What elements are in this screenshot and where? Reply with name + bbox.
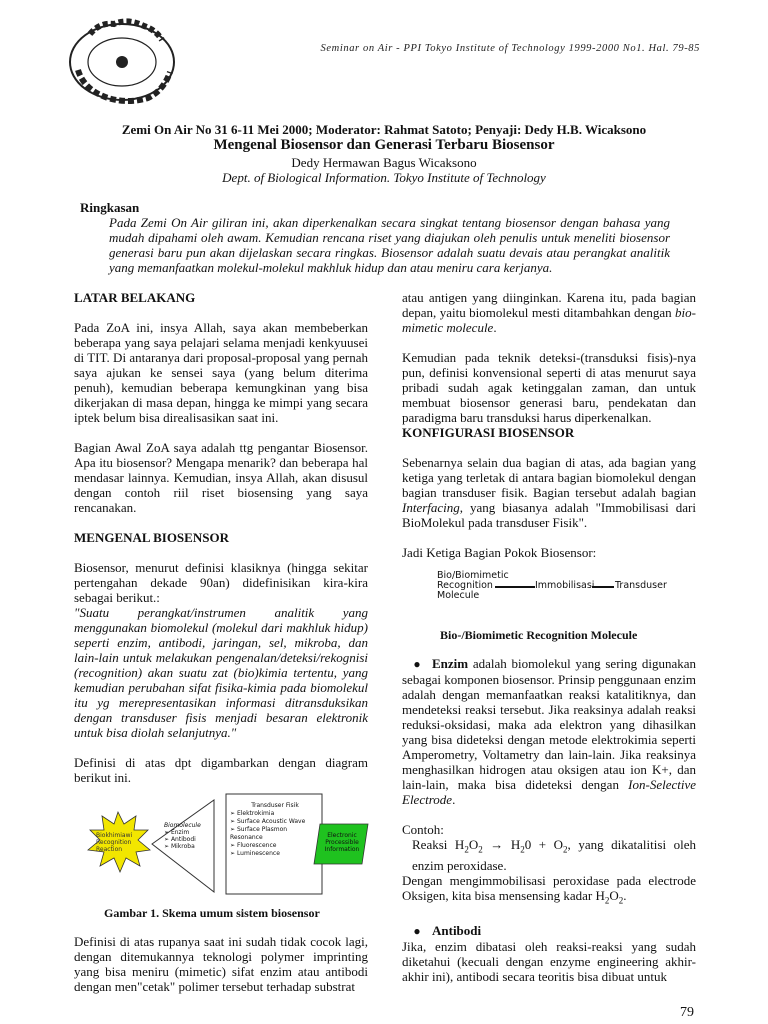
flow-transduser: Transduser xyxy=(615,580,667,591)
page-number: 79 xyxy=(680,1005,694,1020)
author-affiliation: Dept. of Biological Information. Tokyo Institute of Technology xyxy=(222,170,546,185)
paragraph: Biosensor, menurut definisi klasiknya (hingga sekitar pertengahan dekade 90an) didefinisikan kira-kira sebagai berikut.: xyxy=(74,560,368,605)
paper-title: Mengenal Biosensor dan Generasi Terbaru Biosensor xyxy=(213,137,555,153)
reaction-equation: Reaksi $H_2O_2 \to H_20 + O_2$, yang dikatalitisi oleh enzim peroxidase. xyxy=(412,837,696,873)
antibodi-heading: ● Antibodi xyxy=(413,923,482,939)
paragraph: atau antigen yang diinginkan. Karena itu, pada bagian depan, yaitu biomolekul mesti ditambahkan dengan bio-mimetic molecule. xyxy=(402,290,696,335)
seminar-info: Zemi On Air No 31 6-11 Mei 2000; Moderator: Rahmat Satoto; Penyaji: Dedy H.B. Wicaksono xyxy=(121,122,647,137)
institution-logo xyxy=(60,14,188,110)
enzim-paragraph: ● Enzim adalah biomolekul yang sering digunakan sebagai komponen biosensor. Prinsip penggunaan enzim adalah dengan memanfaatkan reaksi katalitiknya, dan mendeteksi reaksi tersebut. Jika reaksinya adalah reaksi reduksi-oksidasi, maka ada elektron yang dihasilkan yang bisa dideteksi dengan metode elektrokimia seperti Amperometry, Voltametry dan lain-lain. Jika reaksinya menghasilkan hidrogen atau oksigen atau ion K+, dan lain-lain, maka bisa dideteksi dengan Ion-Selective Electrode. xyxy=(402,656,696,807)
right-column-lower xyxy=(402,656,696,984)
left-column-bottom xyxy=(74,934,368,994)
abstract-text: Pada Zemi On Air giliran ini, akan diperkenalkan secara singkat tentang biosensor dengan bahasa yang mudah dipahami oleh awam. Kemudian rencana riset yang diajukan oleh penulis untuk meneliti biosensor generasi baru pun akan dijelaskan secara ringkas. Biosensor adalah suatu devais atau perangkat analitik yang memanfaatkan molekul-molekul makhluk hidup dan atau meniru cara kerjanya. xyxy=(109,215,670,275)
output-label: Electronic Processible Information xyxy=(324,832,360,853)
star-label: Biokhimiawi Recognition Reaction xyxy=(96,832,133,853)
abstract-heading: Ringkasan xyxy=(80,200,140,215)
contoh-label: Contoh: xyxy=(402,822,444,837)
flow-immobilisasi: Immobilisasi xyxy=(535,580,595,591)
section-heading-konfigurasi: KONFIGURASI BIOSENSOR xyxy=(402,425,575,440)
section-heading-mengenal-biosensor: MENGENAL BIOSENSOR xyxy=(74,530,229,545)
triangle-labels: Biomolecule ➢ Enzim ➢ Antibodi ➢ Mikroba xyxy=(164,822,201,850)
paragraph: Bagian Awal ZoA saya adalah ttg pengantar Biosensor. Apa itu biosensor? Mengapa menarik? dan beberapa hal mendasar lainnya. Kemudian, insya Allah, akan disusul dengan contoh riil riset biosensing yang saya rencanakan. xyxy=(74,440,368,515)
running-header: Seminar on Air - PPI Tokyo Institute of Technology 1999-2000 No1. Hal. 79-85 xyxy=(320,43,700,54)
paragraph: Kemudian pada teknik deteksi-(transduksi fisis)-nya pun, definisi konvensional seperti di atas menurut saya pribadi sudah agak ketinggalan zaman, dan untuk membuat biosensor generasi baru, pendekatan dan paradigma baru transduksi harus diperkenalkan. xyxy=(402,350,696,425)
paragraph: Definisi di atas dpt digambarkan dengan diagram berikut ini. xyxy=(74,755,368,785)
logo-graphic xyxy=(60,14,188,110)
left-column xyxy=(74,290,368,785)
paragraph: Jadi Ketiga Bagian Pokok Biosensor: xyxy=(402,545,597,560)
paragraph: Definisi di atas rupanya saat ini sudah tidak cocok lagi, dengan ditemukannya teknologi polymer imprinting yang bisa meniru (mimetic) sifat enzim atau antibodi dengan men"cetak" polimer tersebut terhadap substrat xyxy=(74,934,368,994)
section-heading-latar-belakang: LATAR BELAKANG xyxy=(74,290,196,305)
paragraph: Pada ZoA ini, insya Allah, saya akan membeberkan beberapa yang saya pelajari selama menjadi kenkyuusei di TIT. Di antaranya dari proposal-proposal yang pernah saya ajukan ke sensei saya (yang belum diterima penuh), kemudian beberapa kemungkinan yang bisa dikerjakan di masa depan, hingga ke mimpi yang secara iptek belum bisa direalisasikan saat ini. xyxy=(74,320,368,425)
paragraph: Jika, enzim dibatasi oleh reaksi-reaksi yang sudah diketahui (kecuali dengan enzyme engineering akhir-akhir ini), antibodi secara teoritis bisa dibuat untuk xyxy=(402,939,696,985)
paragraph: Dengan mengimmobilisasi peroxidase pada electrode Oksigen, kita bisa mensensing kadar $H_2O_2$. xyxy=(402,872,696,906)
subsection-caption: Bio-/Biomimetic Recognition Molecule xyxy=(440,628,638,642)
figure-biosensor-scheme xyxy=(74,792,374,900)
paragraph: Sebenarnya selain dua bagian di atas, ada bagian yang ketiga yang terletak di antara bagian biomolekul dengan bagian transduser fisik. Bagian tersebut adalah bagian Interfacing, yang biasanya adalah "Immobilisasi dari BioMolekul pada transduser Fisik". xyxy=(402,455,696,530)
figure-caption: Gambar 1. Skema umum sistem biosensor xyxy=(104,906,320,920)
author-name: Dedy Hermawan Bagus Wicaksono xyxy=(291,155,477,170)
transducer-labels: Transduser Fisik ➢ Elektrokimia ➢ Surface Acoustic Wave ➢ Surface Plasmon Resonance ➢ Fluorescence ➢ Luminescence xyxy=(230,802,306,857)
three-part-flow: Bio/Biomimetic Recognition Molecule Immobilisasi Transduser xyxy=(437,570,667,601)
right-column xyxy=(402,290,696,560)
definition-quote: "Suatu perangkat/instrumen analitik yang menggunakan biomolekul (molekul dari makhluk hidup) seperti enzim, antibodi, jaringan, sel, mikroba, dan lain-lain untuk melakukan pengenalan/deteksi/rekognisi (recognition) akan suatu zat (bio)kimia tertentu, yang kemudian perubahan sifat fisika-kimia pada biomolekul itu yg merepresentasikan informasi ditransduksikan dengan transduser fisis menjadi besaran elektronik untuk bisa diolah selanjutnya." xyxy=(74,605,368,740)
